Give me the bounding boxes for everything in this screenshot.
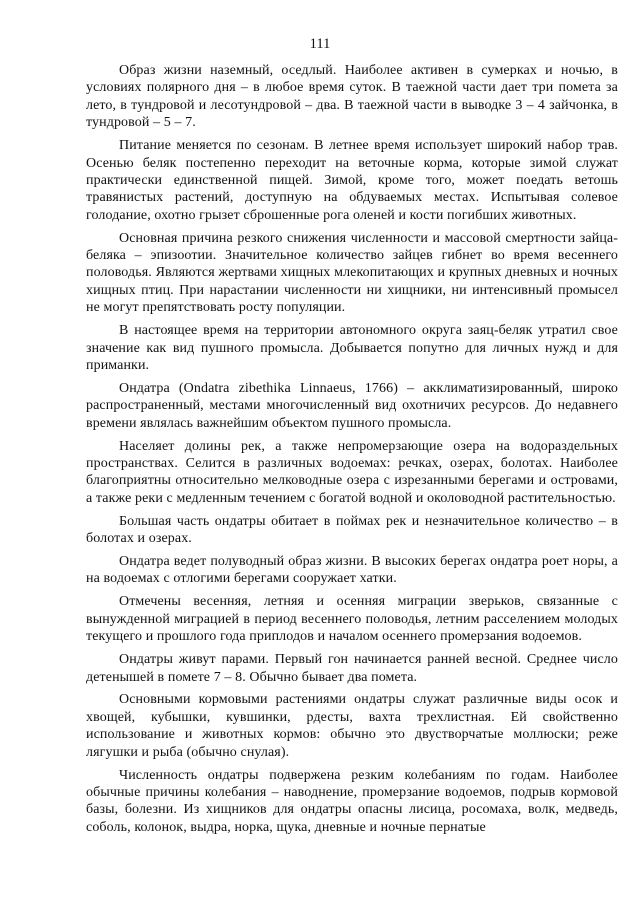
paragraph: Ондатра (Ondatra zibethika Linnaeus, 1766) – акклиматизированный, широко распространенный, местами многочисленный вид охотничих ресурсов. До недавнего времени являлась важнейшим объектом пушного промысла.: [86, 380, 618, 431]
paragraph: Образ жизни наземный, оседлый. Наиболее активен в сумерках и ночью, в условиях полярного дня – в любое время суток. В таежной части дает три помета за лето, в тундровой и лесотундровой – два. В таежной части в выводке 3 – 4 зайчонка, в тундровой – 5 – 7.: [86, 63, 618, 131]
paragraph: Отмечены весенняя, летняя и осенняя миграции зверьков, связанные с вынужденной миграцией в период весеннего половодья, летним расселением молодых текущего и прошлого года приплодов и началом осеннего промерзания водоемов.: [86, 594, 618, 645]
paragraph: Основными кормовыми растениями ондатры служат различные виды осок и хвощей, кубышки, кувшинки, рдесты, вахта трехлистная. Ей свойственно использование и животных кормов: обычно это двустворчатые моллюски; реже лягушки и рыба (обычно снулая).: [86, 692, 618, 760]
paragraph: Большая часть ондатры обитает в поймах рек и незначительное количество – в болотах и озерах.: [86, 513, 618, 547]
paragraph: Питание меняется по сезонам. В летнее время использует широкий набор трав. Осенью беляк постепенно переходит на веточные корма, которые зимой служат практически единственной пищей. Зимой, кроме того, может поедать ветошь травянистых растений, доступную на обдуваемых местах. Испытывая солевое голодание, охотно грызет сброшенные рога оленей и кости погибших животных.: [86, 138, 618, 223]
paragraph: Ондатра ведет полуводный образ жизни. В высоких берегах ондатра роет норы, а на водоемах с отлогими берегами сооружает хатки.: [86, 554, 618, 587]
paragraph: Населяет долины рек, а также непромерзающие озера на водораздельных пространствах. Селится в различных водоемах: речках, озерах, болотах. Наиболее благоприятны относительно мелководные озера с изрезанными берегами и островами, а также реки с медленным течением с богатой водной и околоводной растительностью.: [86, 438, 618, 506]
paragraph: В настоящее время на территории автономного округа заяц-беляк утратил свое значение как вид пушного промысла. Добывается попутно для личных нужд и для приманки.: [86, 323, 618, 373]
document-body: [86, 62, 618, 836]
paragraph: Основная причина резкого снижения численности и массовой смертности зайца-беляка – эпизоотии. Значительное количество зайцев гибнет во время весеннего половодья. Являются жертвами хищных млекопитающих и крупных дневных и ночных хищных птиц. При нарастании численности ни хищники, ни интенсивный промысел не могут препятствовать росту популяции.: [86, 230, 618, 316]
paragraph: Численность ондатры подвержена резким колебаниям по годам. Наиболее обычные причины колебания – наводнение, промерзание водоемов, подрыв кормовой базы, болезни. Из хищников для ондатры опасны лисица, росомаха, волк, медведь, соболь, колонок, выдра, норка, щука, дневные и ночные пернатые: [86, 767, 618, 835]
paragraph: Ондатры живут парами. Первый гон начинается ранней весной. Среднее число детенышей в помете 7 – 8. Обычно бывает два помета.: [86, 652, 618, 685]
page-number: 111: [309, 36, 331, 52]
